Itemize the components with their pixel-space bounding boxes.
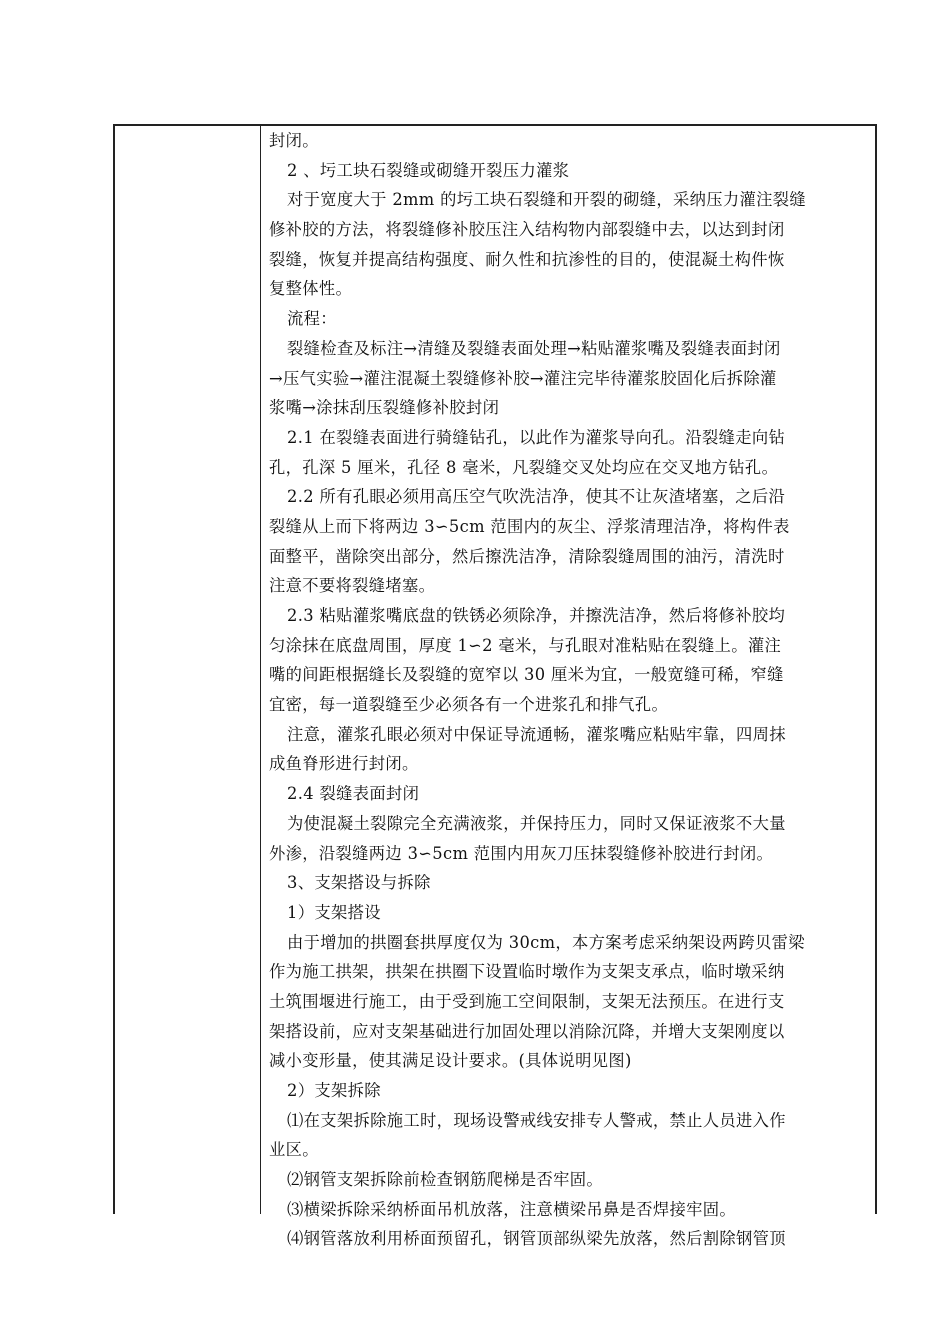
text-line: 复整体性。 [269,279,353,299]
text-line: 架搭设前，应对支架基础进行加固处理以消除沉降，并增大支架刚度以 [269,1021,785,1041]
text-line: 注意，灌浆孔眼必须对中保证导流通畅，灌浆嘴应粘贴牢靠，四周抹 [287,724,786,744]
text-line: 浆嘴→涂抹刮压裂缝修补胶封闭 [269,398,500,418]
text-line: 封闭。 [269,131,319,150]
text-line: 匀涂抹在底盘周围，厚度 1∽2 毫米，与孔眼对准粘贴在裂缝上。灌注 [269,635,782,655]
text-line: 3、支架搭设与拆除 [287,873,431,893]
text-line: 对于宽度大于 2mm 的圬工块石裂缝和开裂的砌缝，采纳压力灌注裂缝 [287,190,807,210]
text-line: 裂缝检查及标注→清缝及裂缝表面处理→粘贴灌浆嘴及裂缝表面封闭 [287,338,781,358]
table-left-column [115,126,261,1214]
text-line: 宜密，每一道裂缝至少必须各有一个进浆孔和排气孔。 [269,695,669,715]
text-line: 2）支架拆除 [287,1081,381,1100]
document-table [113,124,877,1249]
text-line: 修补胶的方法，将裂缝修补胶压注入结构物内部裂缝中去，以达到封闭 [269,220,785,240]
text-line: 成鱼脊形进行封闭。 [269,754,419,774]
table-content-cell [269,126,869,1249]
text-line: 面整平，凿除突出部分，然后擦洗洁净，清除裂缝周围的油污，清洗时 [269,546,785,566]
text-line: 裂缝，恢复并提高结构强度、耐久性和抗渗性的目的，使混凝土构件恢 [269,249,785,269]
text-line: ⑷钢管落放利用桥面预留孔，钢管顶部纵梁先放落，然后割除钢管顶 [287,1229,786,1249]
text-line: 外渗，沿裂缝两边 3∽5cm 范围内用灰刀压抹裂缝修补胶进行封闭。 [269,843,774,863]
text-line: 嘴的间距根据缝长及裂缝的宽窄以 30 厘米为宜，一般宽缝可稀，窄缝 [269,665,784,685]
text-line: ⑴在支架拆除施工时，现场设警戒线安排专人警戒，禁止人员进入作 [287,1110,786,1130]
text-line: 由于增加的拱圈套拱厚度仅为 30cm，本方案考虑采纳架设两跨贝雷梁 [287,932,805,952]
text-line: 减小变形量，使其满足设计要求。(具体说明见图) [269,1051,632,1071]
text-line: 2.3 粘贴灌浆嘴底盘的铁锈必须除净，并擦洗洁净，然后将修补胶均 [287,606,786,625]
text-line: 作为施工拱架，拱架在拱圈下设置临时墩作为支架支承点，临时墩采纳 [269,962,785,982]
text-line: 为使混凝土裂隙完全充满液浆，并保持压力，同时又保证液浆不大量 [287,813,786,833]
text-line: 注意不要将裂缝堵塞。 [269,576,436,596]
text-line: 流程： [287,309,337,329]
text-line: 2.4 裂缝表面封闭 [287,784,420,804]
text-line: 1）支架搭设 [287,902,381,922]
text-line: ⑵钢管支架拆除前检查钢筋爬梯是否牢固。 [287,1170,603,1190]
text-line: 业区。 [269,1140,319,1160]
text-line: 2.1 在裂缝表面进行骑缝钻孔，以此作为灌浆导向孔。沿裂缝走向钻 [287,427,786,447]
text-line: 裂缝从上而下将两边 3∽5cm 范围内的灰尘、浮浆清理洁净，将构件表 [269,516,790,536]
text-line: →压气实验→灌注混凝土裂缝修补胶→灌注完毕待灌浆胶固化后拆除灌 [269,368,777,388]
text-line: 2 、圬工块石裂缝或砌缝开裂压力灌浆 [287,160,570,180]
text-line: ⑶横梁拆除采纳桥面吊机放落，注意横梁吊鼻是否焊接牢固。 [287,1199,737,1219]
text-line: 孔，孔深 5 厘米，孔径 8 毫米，凡裂缝交叉处均应在交叉地方钻孔。 [269,457,779,477]
text-line: 土筑围堰进行施工，由于受到施工空间限制，支架无法预压。在进行支 [269,991,785,1011]
text-line: 2.2 所有孔眼必须用高压空气吹洗洁净，使其不让灰渣堵塞，之后沿 [287,487,786,507]
